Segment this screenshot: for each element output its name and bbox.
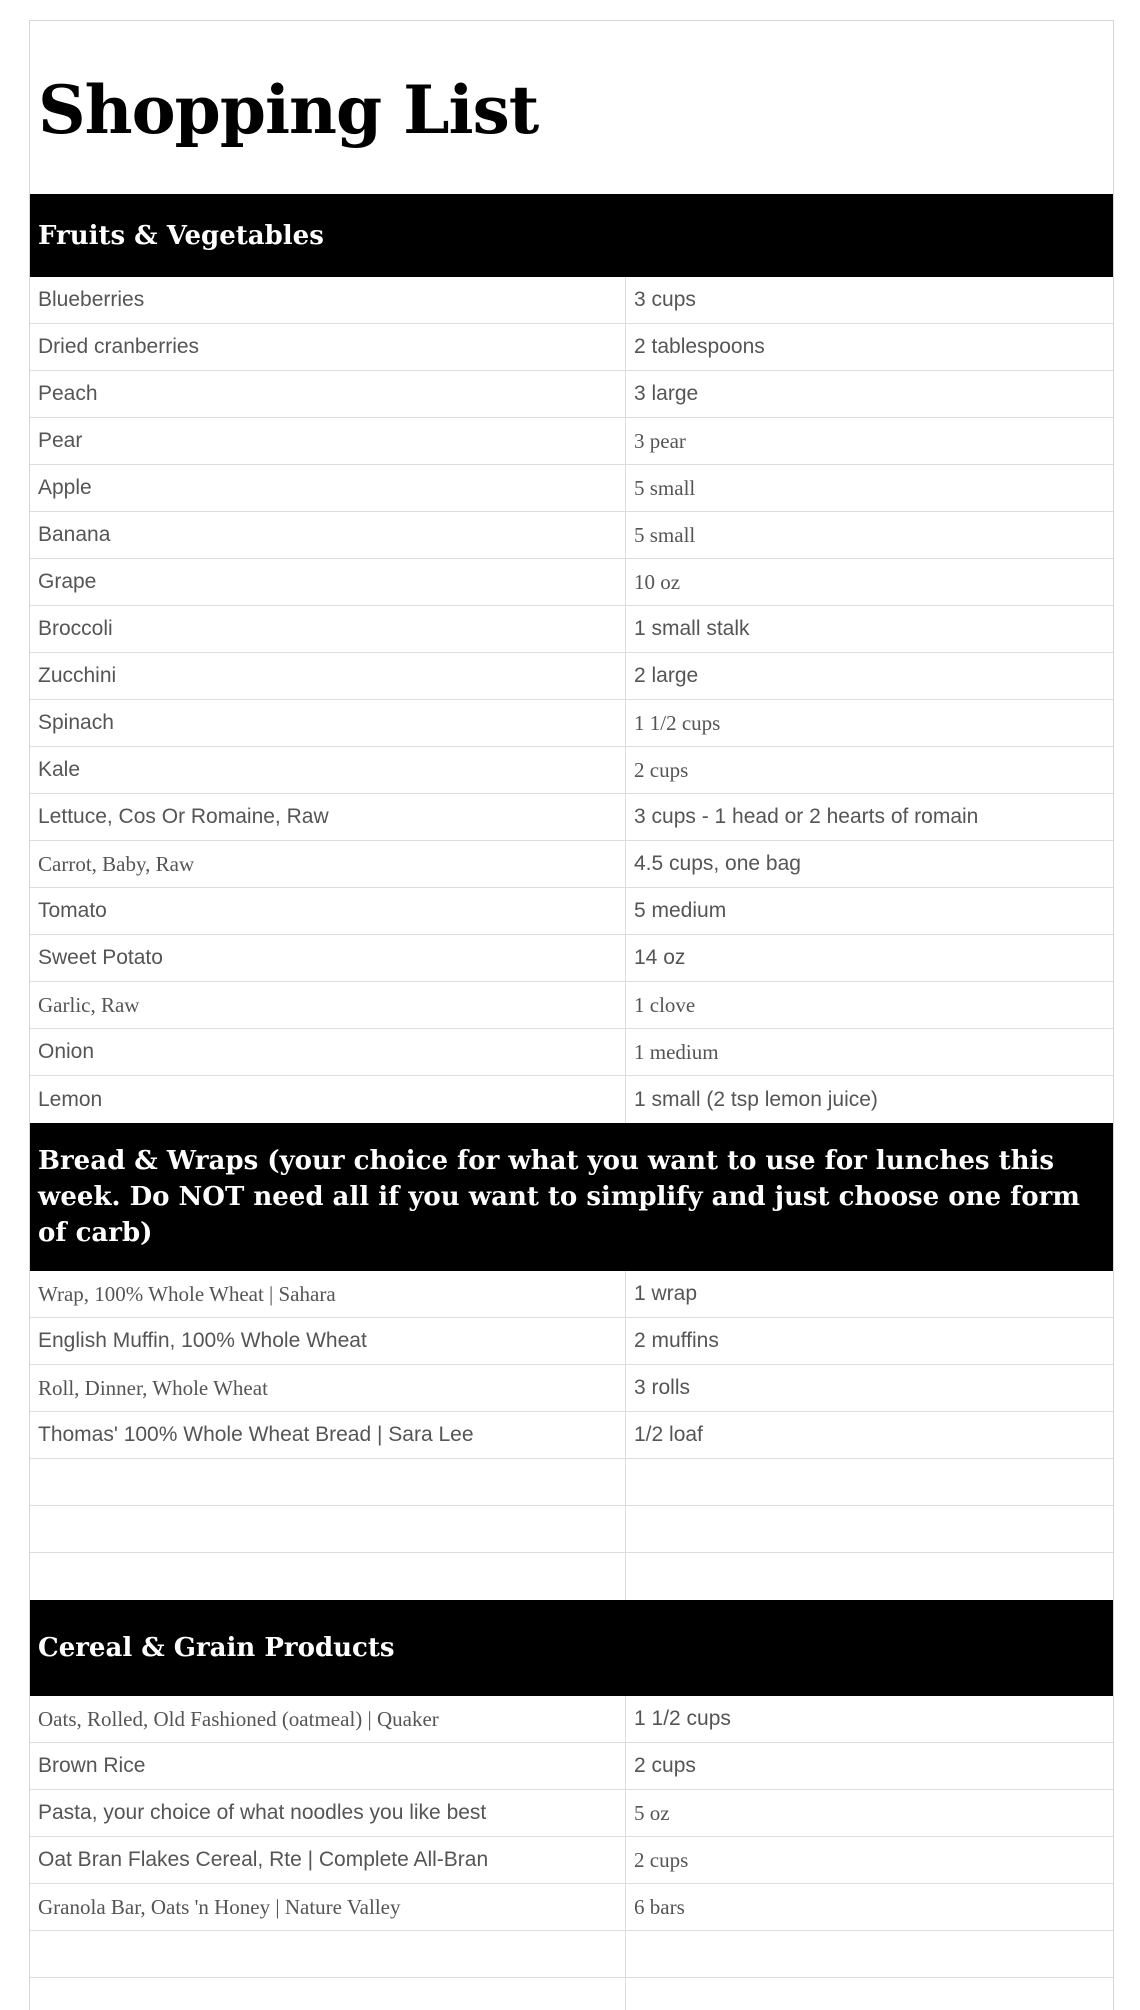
item-quantity: 3 large xyxy=(634,382,699,405)
table-row[interactable] xyxy=(30,747,1113,794)
table-row[interactable] xyxy=(30,324,1113,371)
item-quantity: 3 rolls xyxy=(634,1376,691,1399)
item-quantity xyxy=(626,1931,1113,1977)
item-quantity: 6 bars xyxy=(634,1894,685,1919)
table-row[interactable] xyxy=(30,277,1113,324)
item-name: English Muffin, 100% Whole Wheat xyxy=(30,1318,626,1364)
item-name: Blueberries xyxy=(30,277,626,323)
table-row[interactable] xyxy=(30,418,1113,465)
page-title: Shopping List xyxy=(38,71,539,149)
table-row[interactable] xyxy=(30,1743,1113,1790)
item-quantity: 1 small (2 tsp lemon juice) xyxy=(634,1087,878,1111)
item-quantity: 1 1/2 cups xyxy=(634,710,721,735)
item-quantity xyxy=(626,1553,1113,1600)
table-row[interactable] xyxy=(30,1076,1113,1123)
item-quantity: 1 medium xyxy=(634,1039,719,1064)
item-quantity xyxy=(626,1459,1113,1505)
item-name: Carrot, Baby, Raw xyxy=(30,841,626,887)
item-name: Sweet Potato xyxy=(30,935,626,981)
table-row[interactable] xyxy=(30,935,1113,982)
item-quantity: 5 medium xyxy=(634,899,727,922)
item-quantity: 2 muffins xyxy=(634,1329,719,1352)
item-name: Oats, Rolled, Old Fashioned (oatmeal) | Quaker xyxy=(30,1696,626,1742)
item-name: Onion xyxy=(30,1029,626,1075)
item-name xyxy=(30,1978,626,2010)
item-name: Kale xyxy=(30,747,626,793)
item-quantity: 2 cups xyxy=(634,757,689,782)
item-quantity: 1/2 loaf xyxy=(634,1423,703,1446)
item-name: Tomato xyxy=(30,888,626,934)
item-quantity: 2 large xyxy=(634,664,699,687)
item-name xyxy=(30,1553,626,1600)
section-cereal-grain-rows xyxy=(30,1696,1113,2010)
item-quantity: 1 clove xyxy=(634,992,696,1017)
table-row[interactable] xyxy=(30,512,1113,559)
item-name xyxy=(30,1459,626,1505)
item-name: Pasta, your choice of what noodles you like best xyxy=(30,1790,626,1836)
item-name: Thomas' 100% Whole Wheat Bread | Sara Lee xyxy=(30,1412,626,1458)
item-quantity: 5 oz xyxy=(634,1800,670,1825)
table-row[interactable] xyxy=(30,700,1113,747)
table-row[interactable] xyxy=(30,465,1113,512)
table-row[interactable] xyxy=(30,606,1113,653)
item-name: Wrap, 100% Whole Wheat | Sahara xyxy=(30,1271,626,1317)
item-name xyxy=(30,1506,626,1552)
shopping-list-sheet xyxy=(29,20,1114,2010)
table-row[interactable] xyxy=(30,1271,1113,1318)
table-row[interactable] xyxy=(30,371,1113,418)
item-name: Grape xyxy=(30,559,626,605)
item-name: Roll, Dinner, Whole Wheat xyxy=(30,1365,626,1411)
item-quantity: 5 small xyxy=(634,475,696,500)
table-row[interactable] xyxy=(30,559,1113,606)
table-row[interactable] xyxy=(30,1837,1113,1884)
item-name: Lettuce, Cos Or Romaine, Raw xyxy=(30,794,626,840)
item-name: Spinach xyxy=(30,700,626,746)
table-row[interactable] xyxy=(30,653,1113,700)
item-quantity: 2 cups xyxy=(634,1754,696,1777)
item-quantity: 3 cups xyxy=(634,288,696,311)
table-row[interactable] xyxy=(30,888,1113,935)
item-quantity: 3 pear xyxy=(634,428,686,453)
item-quantity: 4.5 cups, one bag xyxy=(634,852,801,875)
item-quantity: 1 small stalk xyxy=(634,617,750,640)
item-quantity xyxy=(626,1506,1113,1552)
item-name: Granola Bar, Oats 'n Honey | Nature Valley xyxy=(30,1884,626,1930)
section-header-cereal-grain: Cereal & Grain Products xyxy=(30,1600,1113,1696)
item-name: Broccoli xyxy=(30,606,626,652)
section-header-fruits-vegetables: Fruits & Vegetables xyxy=(30,194,1113,277)
table-row-empty[interactable] xyxy=(30,1553,1113,1600)
item-name: Apple xyxy=(30,465,626,511)
section-header-bread-wraps: Bread & Wraps (your choice for what you want to use for lunches this week. Do NOT need all if you want to simplify and just choose one form of carb) xyxy=(30,1123,1113,1271)
section-fruits-vegetables-rows xyxy=(30,277,1113,1123)
item-name: Lemon xyxy=(30,1076,626,1123)
table-row[interactable] xyxy=(30,794,1113,841)
title-row xyxy=(30,21,1113,194)
item-name: Oat Bran Flakes Cereal, Rte | Complete All-Bran xyxy=(30,1837,626,1883)
item-name: Peach xyxy=(30,371,626,417)
item-quantity: 1 1/2 cups xyxy=(634,1707,731,1730)
item-name: Zucchini xyxy=(30,653,626,699)
table-row-empty[interactable] xyxy=(30,1506,1113,1553)
item-quantity: 10 oz xyxy=(634,569,681,594)
table-row-empty[interactable] xyxy=(30,1459,1113,1506)
item-quantity: 2 cups xyxy=(634,1847,689,1872)
table-row[interactable] xyxy=(30,982,1113,1029)
section-bread-wraps-rows xyxy=(30,1271,1113,1600)
table-row[interactable] xyxy=(30,1365,1113,1412)
item-name: Dried cranberries xyxy=(30,324,626,370)
item-name: Banana xyxy=(30,512,626,558)
table-row[interactable] xyxy=(30,1884,1113,1931)
item-quantity xyxy=(626,1978,1113,2010)
table-row[interactable] xyxy=(30,841,1113,888)
item-quantity: 1 wrap xyxy=(634,1282,698,1305)
table-row-empty[interactable] xyxy=(30,1931,1113,1978)
table-row-empty[interactable] xyxy=(30,1978,1113,2010)
item-name: Brown Rice xyxy=(30,1743,626,1789)
item-name: Garlic, Raw xyxy=(30,982,626,1028)
item-name: Pear xyxy=(30,418,626,464)
item-name xyxy=(30,1931,626,1977)
item-quantity: 5 small xyxy=(634,522,696,547)
table-row[interactable] xyxy=(30,1318,1113,1365)
item-quantity: 3 cups - 1 head or 2 hearts of romain xyxy=(634,805,979,828)
table-row[interactable] xyxy=(30,1696,1113,1743)
item-quantity: 2 tablespoons xyxy=(634,335,765,358)
table-row[interactable] xyxy=(30,1790,1113,1837)
table-row[interactable] xyxy=(30,1029,1113,1076)
item-quantity: 14 oz xyxy=(634,946,686,969)
table-row[interactable] xyxy=(30,1412,1113,1459)
